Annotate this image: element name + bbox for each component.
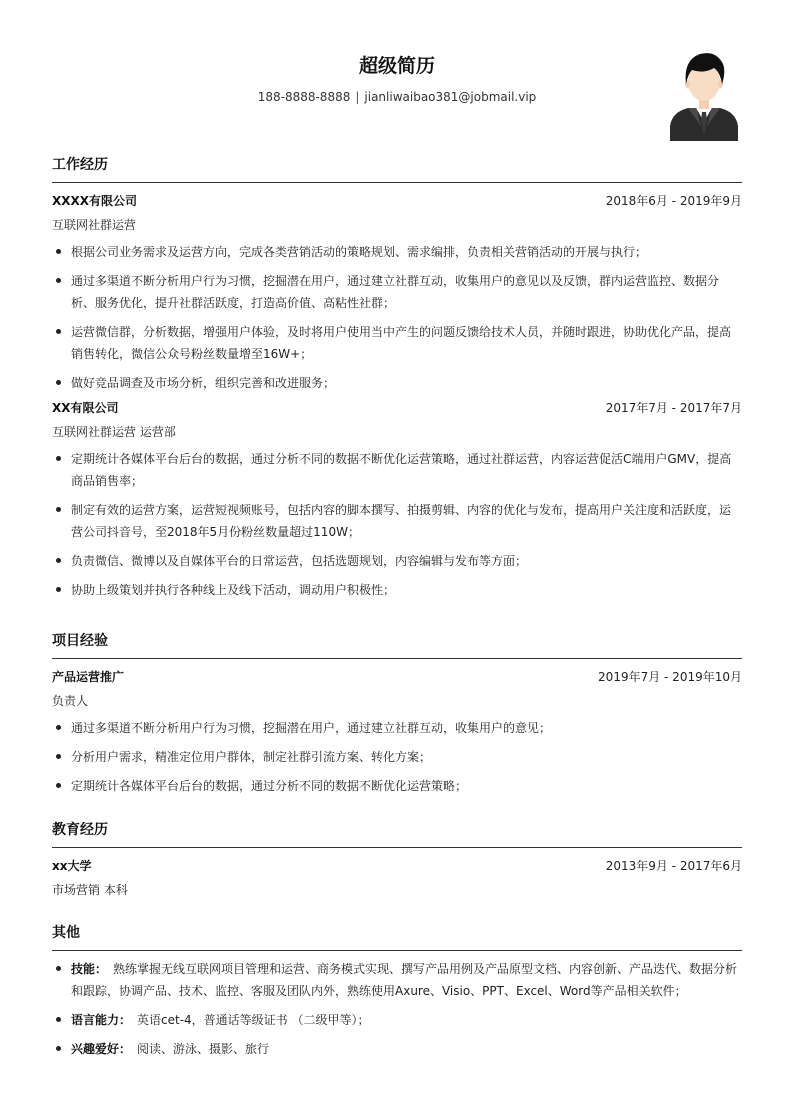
hobbies-item: [52, 1038, 742, 1060]
company-name: XXXX有限公司: [52, 194, 138, 208]
project-name: 产品运营推广: [52, 670, 125, 684]
entry-date-range: 2019年7月 - 2019年10月: [598, 670, 742, 684]
education-section: [52, 820, 742, 900]
major-degree: 市场营销 本科: [52, 883, 128, 897]
work-entry: [52, 398, 742, 601]
entry-date-range: 2017年7月 - 2017年7月: [605, 401, 742, 415]
list-item: 分析用户需求，精准定位用户群体，制定社群引流方案、转化方案；: [52, 746, 742, 768]
person-avatar-icon: [668, 46, 740, 141]
entry-header: [52, 856, 742, 876]
list-item: 协助上级策划并执行各种线上及线下活动，调动用户积极性；: [52, 579, 742, 601]
job-title: 互联网社群运营: [52, 218, 137, 232]
candidate-name: 超级简历: [358, 55, 435, 77]
entry-header: [52, 191, 742, 211]
job-title: 互联网社群运营 运营部: [52, 425, 176, 439]
entry-header: [52, 398, 742, 418]
education-entry: [52, 856, 742, 900]
list-item: 制定有效的运营方案，运营短视频账号，包括内容的脚本撰写、拍摄剪辑、内容的优化与发布，提高用户关注度和活跃度，运营公司抖音号，至2018年5月份粉丝数量超过110W；: [52, 499, 742, 543]
section-title-project: 项目经验: [52, 633, 108, 649]
item-text: 英语cet-4，普通话等级证书 （二级甲等）；: [137, 1013, 370, 1027]
item-text: 熟练掌握无线互联网项目管理和运营、商务模式实现、撰写产品用例及产品原型文档、内容创新、产品迭代、数据分析和跟踪，协调产品、技术、监控、客服及团队内外，熟练使用Axure、Visio、PPT、Excel、Word等产品相关软件；: [71, 962, 738, 998]
skills-item: [52, 958, 742, 1002]
list-item: 做好竞品调查及市场分析，组织完善和改进服务；: [52, 372, 742, 394]
list-item: 定期统计各媒体平台后台的数据，通过分析不同的数据不断优化运营策略，通过社群运营，内容运营促活C端用户GMV，提高商品销售率；: [52, 448, 742, 492]
section-title-education: 教育经历: [52, 822, 108, 838]
item-text: 阅读、游泳、摄影、旅行: [137, 1042, 270, 1056]
bullet-list: [52, 448, 742, 601]
other-section: [52, 923, 742, 1060]
section-divider: [52, 847, 742, 848]
contact-separator: |: [355, 90, 360, 104]
project-section: [52, 631, 742, 797]
item-label: 兴趣爱好：: [71, 1042, 132, 1056]
bullet-list: [52, 241, 742, 394]
list-item: 根据公司业务需求及运营方向，完成各类营销活动的策略规划、需求编排，负责相关营销活动的开展与执行；: [52, 241, 742, 263]
language-item: [52, 1009, 742, 1031]
section-divider: [52, 950, 742, 951]
phone-number: 188-8888-8888: [257, 90, 351, 104]
list-item: 定期统计各媒体平台后台的数据，通过分析不同的数据不断优化运营策略；: [52, 775, 742, 797]
project-role: 负责人: [52, 694, 89, 708]
list-item: 通过多渠道不断分析用户行为习惯，挖掘潜在用户，通过建立社群互动，收集用户的意见；: [52, 717, 742, 739]
work-experience-section: [52, 155, 742, 601]
section-title-work: 工作经历: [52, 157, 108, 173]
section-divider: [52, 658, 742, 659]
section-divider: [52, 182, 742, 183]
item-label: 语言能力：: [71, 1013, 132, 1027]
list-item: 通过多渠道不断分析用户行为习惯，挖掘潜在用户，通过建立社群互动，收集用户的意见以及反馈，群内运营监控、数据分析、服务优化，提升社群活跃度，打造高价值、高粘性社群；: [52, 270, 742, 314]
list-item: 运营微信群，分析数据，增强用户体验，及时将用户使用当中产生的问题反馈给技术人员，并随时跟进，协助优化产品，提高销售转化，微信公众号粉丝数量增至16W+；: [52, 321, 742, 365]
entry-date-range: 2013年9月 - 2017年6月: [605, 859, 742, 873]
project-entry: [52, 667, 742, 797]
entry-header: [52, 667, 742, 687]
list-item: 负责微信、微博以及自媒体平台的日常运营，包括选题规划，内容编辑与发布等方面；: [52, 550, 742, 572]
item-label: 技能：: [71, 962, 108, 976]
section-title-other: 其他: [52, 925, 80, 941]
email-address: jianliwaibao381@jobmail.vip: [364, 90, 537, 104]
school-name: xx大学: [52, 859, 92, 873]
bullet-list: [52, 958, 742, 1060]
entry-date-range: 2018年6月 - 2019年9月: [605, 194, 742, 208]
bullet-list: [52, 717, 742, 797]
work-entry: [52, 191, 742, 394]
company-name: XX有限公司: [52, 401, 119, 415]
